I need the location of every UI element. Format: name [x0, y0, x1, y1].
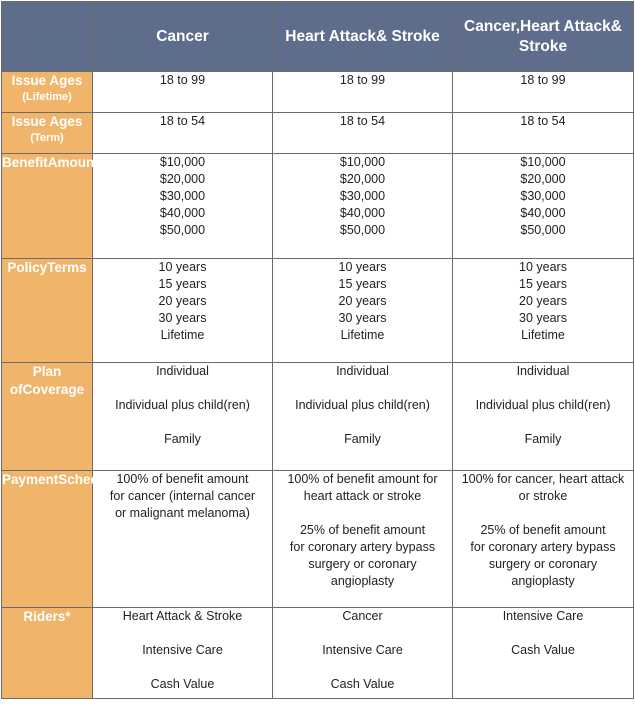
cell-line: 18 to 54 [159, 114, 206, 128]
row-sublabel-text: (Lifetime) [22, 91, 72, 103]
row-label-issue-ages-lifetime [2, 72, 93, 113]
line-spacer [453, 505, 633, 522]
cell-line: $40,000 [339, 206, 386, 220]
cell-line: Intensive Care [142, 643, 223, 657]
cell-line: Lifetime [340, 328, 385, 342]
cell-line: for cancer (internal cancer [109, 489, 256, 503]
cell-line: & Stroke [518, 17, 622, 55]
cell-line: Individual plus child(ren) [295, 398, 430, 412]
line-spacer [273, 625, 452, 642]
cell-line: $50,000 [520, 223, 566, 237]
cell-line: 18 to 99 [339, 73, 386, 87]
cell-line: Heart Attack [285, 27, 376, 45]
cell-line: 18 to 99 [520, 73, 566, 87]
cell-line: 18 to 54 [339, 114, 386, 128]
row-label-benefit-amounts [2, 154, 107, 259]
cell-line: 30 years [338, 311, 387, 325]
cell-cancer-heart-attack-stroke [453, 363, 634, 471]
row-label-riders [2, 608, 93, 699]
cell-line: $40,000 [520, 206, 566, 220]
cell-cancer [93, 363, 273, 471]
cell-line: & Stroke [376, 27, 440, 45]
cell-line: 10 years [158, 260, 207, 274]
cell-line: 18 to 54 [520, 114, 566, 128]
cell-line: $50,000 [339, 223, 386, 237]
cell-line: 25% of benefit amount [299, 523, 426, 537]
cell-line: Heart Attack [520, 17, 611, 35]
cell-cancer [93, 72, 273, 113]
cell-line: Cash Value [330, 677, 395, 691]
cell-cancer-heart-attack-stroke [453, 113, 634, 154]
cell-line: Benefit [2, 155, 48, 170]
cell-line: 25% of benefit amount [480, 523, 606, 537]
header-cancer [93, 2, 273, 72]
cell-line: Individual plus child(ren) [475, 398, 611, 412]
cell-line: $20,000 [339, 172, 386, 186]
cell-cancer-heart-attack-stroke [453, 259, 634, 363]
cell-heart-attack-stroke [273, 608, 453, 699]
cell-line: 100% of benefit amount for [287, 472, 438, 486]
cell-line: 20 years [519, 294, 567, 308]
row-label-payment-schedule [2, 471, 119, 608]
cell-cancer [93, 608, 273, 699]
cell-heart-attack-stroke [273, 471, 453, 608]
cell-line: $50,000 [159, 223, 206, 237]
cell-line: $40,000 [159, 206, 206, 220]
cell-line: 20 years [338, 294, 387, 308]
cell-line: heart attack or stroke [303, 489, 422, 503]
cell-line: $30,000 [159, 189, 206, 203]
cell-cancer-heart-attack-stroke [453, 72, 634, 113]
row-riders [2, 608, 634, 699]
cell-line: Cash Value [150, 677, 215, 691]
cell-line: 15 years [519, 277, 567, 291]
cell-line: angioplasty [330, 574, 395, 588]
cell-line: Cash Value [511, 643, 575, 657]
row-benefit-amounts [2, 154, 634, 259]
cell-line: $10,000 [339, 155, 386, 169]
row-policy-terms [2, 259, 634, 363]
line-spacer [273, 380, 452, 397]
cell-line: or stroke [518, 489, 568, 503]
cell-line: angioplasty [511, 574, 575, 588]
cell-line: 20 years [158, 294, 207, 308]
header-heart-attack-stroke [273, 2, 453, 72]
cell-line: $30,000 [339, 189, 386, 203]
cell-line: 10 years [338, 260, 387, 274]
cell-line: $10,000 [159, 155, 206, 169]
cell-cancer [93, 113, 273, 154]
cell-line: 10 years [519, 260, 567, 274]
cell-cancer [93, 154, 273, 259]
cell-line: Lifetime [160, 328, 205, 342]
line-spacer [93, 414, 272, 431]
cell-cancer [93, 259, 273, 363]
cell-line: Riders* [23, 609, 71, 624]
line-spacer [453, 414, 633, 431]
cell-line: Coverage [22, 382, 85, 397]
cell-cancer-heart-attack-stroke [453, 154, 634, 259]
cell-line: 15 years [338, 277, 387, 291]
line-spacer [453, 380, 633, 397]
cell-line: Intensive Care [502, 609, 584, 623]
row-plan-of-coverage [2, 363, 634, 471]
row-label-text: Issue Ages [11, 114, 83, 129]
row-label-policy-terms [2, 259, 93, 363]
cell-line: Family [524, 432, 562, 446]
cell-heart-attack-stroke [273, 363, 453, 471]
cell-line: Cancer, [464, 17, 521, 35]
cell-cancer-heart-attack-stroke [453, 608, 634, 699]
header-row [2, 2, 634, 72]
line-spacer [93, 380, 272, 397]
cell-line: 15 years [158, 277, 207, 291]
cell-line: Family [344, 432, 381, 446]
cell-line: $20,000 [520, 172, 566, 186]
row-label-plan-of-coverage [2, 363, 93, 471]
cell-heart-attack-stroke [273, 72, 453, 113]
row-label-text: Issue Ages [11, 73, 83, 88]
cell-line: Individual [156, 364, 209, 378]
line-spacer [273, 414, 452, 431]
cell-line: Payment [2, 472, 59, 487]
row-payment-schedule [2, 471, 634, 608]
line-spacer [93, 659, 272, 676]
cell-line: Individual plus child(ren) [115, 398, 250, 412]
cell-line: Individual [336, 364, 389, 378]
row-label-issue-ages-term [2, 113, 93, 154]
corner-cell [2, 2, 93, 72]
line-spacer [273, 659, 452, 676]
cell-line: 100% for cancer, heart attack [461, 472, 625, 486]
cell-line: $30,000 [520, 189, 566, 203]
cell-line: Cancer [342, 609, 383, 623]
row-issue-ages-lifetime [2, 72, 634, 113]
cell-line: 18 to 99 [159, 73, 206, 87]
cell-heart-attack-stroke [273, 113, 453, 154]
cell-line: Amounts [47, 155, 107, 170]
line-spacer [273, 505, 452, 522]
cell-cancer-heart-attack-stroke [453, 471, 634, 608]
cell-line: surgery or coronary [488, 557, 598, 571]
cell-line: $20,000 [159, 172, 206, 186]
cell-line: Intensive Care [322, 643, 403, 657]
header-cancer-heart-attack-stroke [453, 2, 634, 72]
cell-line: Policy [7, 260, 48, 275]
cell-line: Lifetime [521, 328, 565, 342]
cell-line: $10,000 [520, 155, 566, 169]
cell-heart-attack-stroke [273, 259, 453, 363]
cell-line: for coronary artery bypass [289, 540, 436, 554]
plan-comparison-table [1, 1, 634, 699]
cell-line: Plan of [9, 364, 62, 397]
cell-line: Family [164, 432, 201, 446]
cell-line: Heart Attack & Stroke [122, 609, 243, 623]
cell-line: for coronary artery bypass [470, 540, 616, 554]
cell-line: 30 years [519, 311, 567, 325]
cell-line: Individual [516, 364, 570, 378]
cell-line: Terms [47, 260, 87, 275]
cell-line: surgery or coronary [308, 557, 417, 571]
cell-line: 100% of benefit amount [116, 472, 249, 486]
cell-line: 30 years [158, 311, 207, 325]
cell-line: or malignant melanoma) [115, 506, 250, 520]
cell-cancer [93, 471, 273, 608]
cell-heart-attack-stroke [273, 154, 453, 259]
line-spacer [93, 625, 272, 642]
line-spacer [453, 625, 633, 642]
cell-line: Schedule [58, 472, 119, 487]
cell-line: Cancer [156, 27, 209, 45]
row-issue-ages-term [2, 113, 634, 154]
row-sublabel-text: (Term) [30, 132, 64, 144]
